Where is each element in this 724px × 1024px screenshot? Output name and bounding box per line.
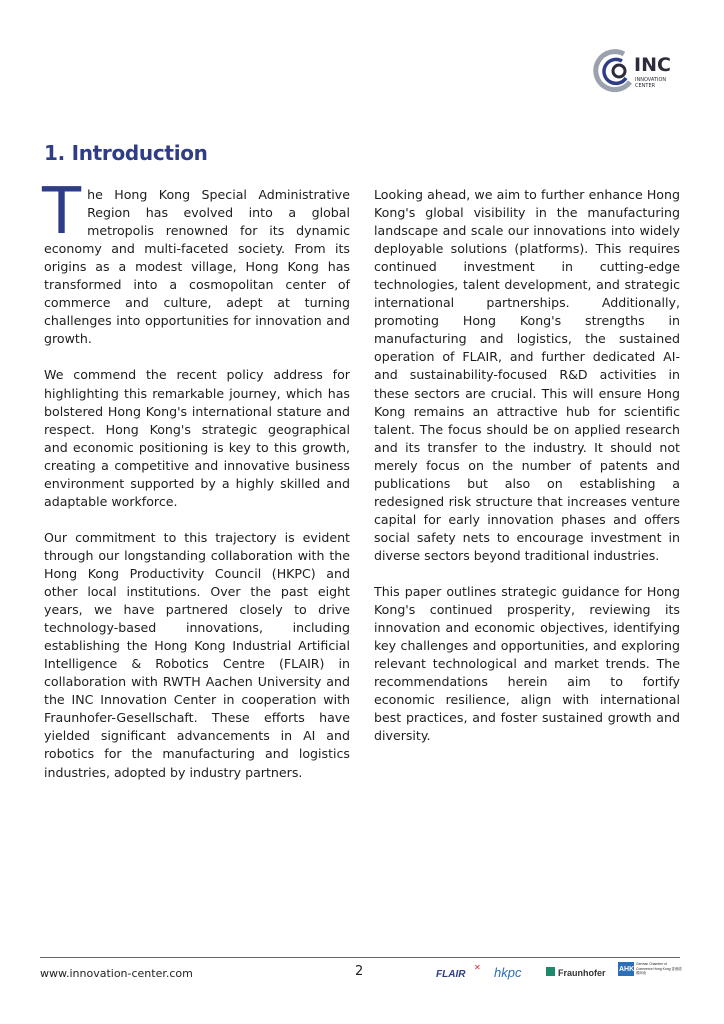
fraunhofer-mark-icon xyxy=(546,967,555,976)
paragraph: Looking ahead, we aim to further enhance Hong Kong's global visibility in the manufacturing landscape and scale our innovations into widely deployable solutions (platforms). This requires continued investment in cutting-edge technologies, talent development, and strategic international partnerships. Additionally, promoting Hong Kong's strengths in manufacturing and logistics, the sustained operation of FLAIR, and further dedicated AI- and sustainability-focused R&D activities in these sectors are crucial. This will ensure Hong Kong remains an attractive hub for scientific talent. The focus should be on applied research and its transfer to the industry. It should not merely focus on the number of patents and publications but also on establishing a redesigned risk structure that increases venture capital for early innovation phases and offers social safety nets to encourage investment in diverse sectors beyond traditional industries. xyxy=(374,187,680,563)
page-number: 2 xyxy=(355,964,364,979)
hkpc-logo: hkpc xyxy=(494,965,522,980)
partner-logos xyxy=(436,962,686,984)
fraunhofer-logo: Fraunhofer xyxy=(558,968,606,978)
paragraph: We commend the recent policy address for highlighting this remarkable journey, which has bolstered Hong Kong's international stature and respect. Hong Kong's strategic geographical and economic positioning is key to this growth, creating a competitive and innovative business environment supported by a highly skilled and adaptable workforce. xyxy=(44,367,350,509)
footer-website-link[interactable]: www.innovation-center.com xyxy=(40,967,193,980)
ahk-logo: AHK xyxy=(619,966,635,973)
flair-logo: FLAIR xyxy=(436,969,466,980)
logo-name: INC xyxy=(634,54,671,76)
inc-logo xyxy=(592,48,682,94)
paragraph: This paper outlines strategic guidance for Hong Kong's continued prosperity, reviewing its innovation and economic objectives, identifying key challenges and opportunities, and exploring relevant technological and market trends. The recommendations herein aim to fortify economic resilience, align with international best practices, and foster sustained growth and diversity. xyxy=(374,584,680,744)
logo-subtitle: INNOVATION CENTER xyxy=(635,77,667,89)
right-column xyxy=(374,186,680,764)
flair-mark-icon: ✕ xyxy=(474,963,481,972)
left-column xyxy=(42,175,350,800)
page-title: 1. Introduction xyxy=(44,141,208,165)
inc-ring-icon xyxy=(592,48,638,94)
paragraph: Our commitment to this trajectory is evident through our longstanding collaboration with the Hong Kong Productivity Council (HKPC) and other local institutions. Over the past eight years, we have partnered closely to drive technology-based innovations, including establishing the Hong Kong Industrial Artificial Intelligence & Robotics Centre (FLAIR) in collaboration with RWTH Aachen University and the INC Innovation Center in cooperation with Fraunhofer-Gesellschaft. These efforts have yielded significant advancements in AI and robotics for the manufacturing and logistics industries, adopted by industry partners. xyxy=(44,529,350,780)
paragraph-text: he Hong Kong Special Administrative Region has evolved into a global metropolis renowned for its dynamic economy and multi-faceted society. From its origins as a modest village, Hong Kong has transformed into a cosmopolitan center of commerce and culture, adept at turning challenges into opportunities for innovation and growth. xyxy=(44,187,350,347)
intro-paragraph xyxy=(42,175,350,348)
footer-divider xyxy=(40,957,680,958)
ahk-subtitle: German Chamber of Commerce Hong Kong 香港德國商會 xyxy=(636,962,682,975)
drop-cap: T xyxy=(42,175,82,249)
